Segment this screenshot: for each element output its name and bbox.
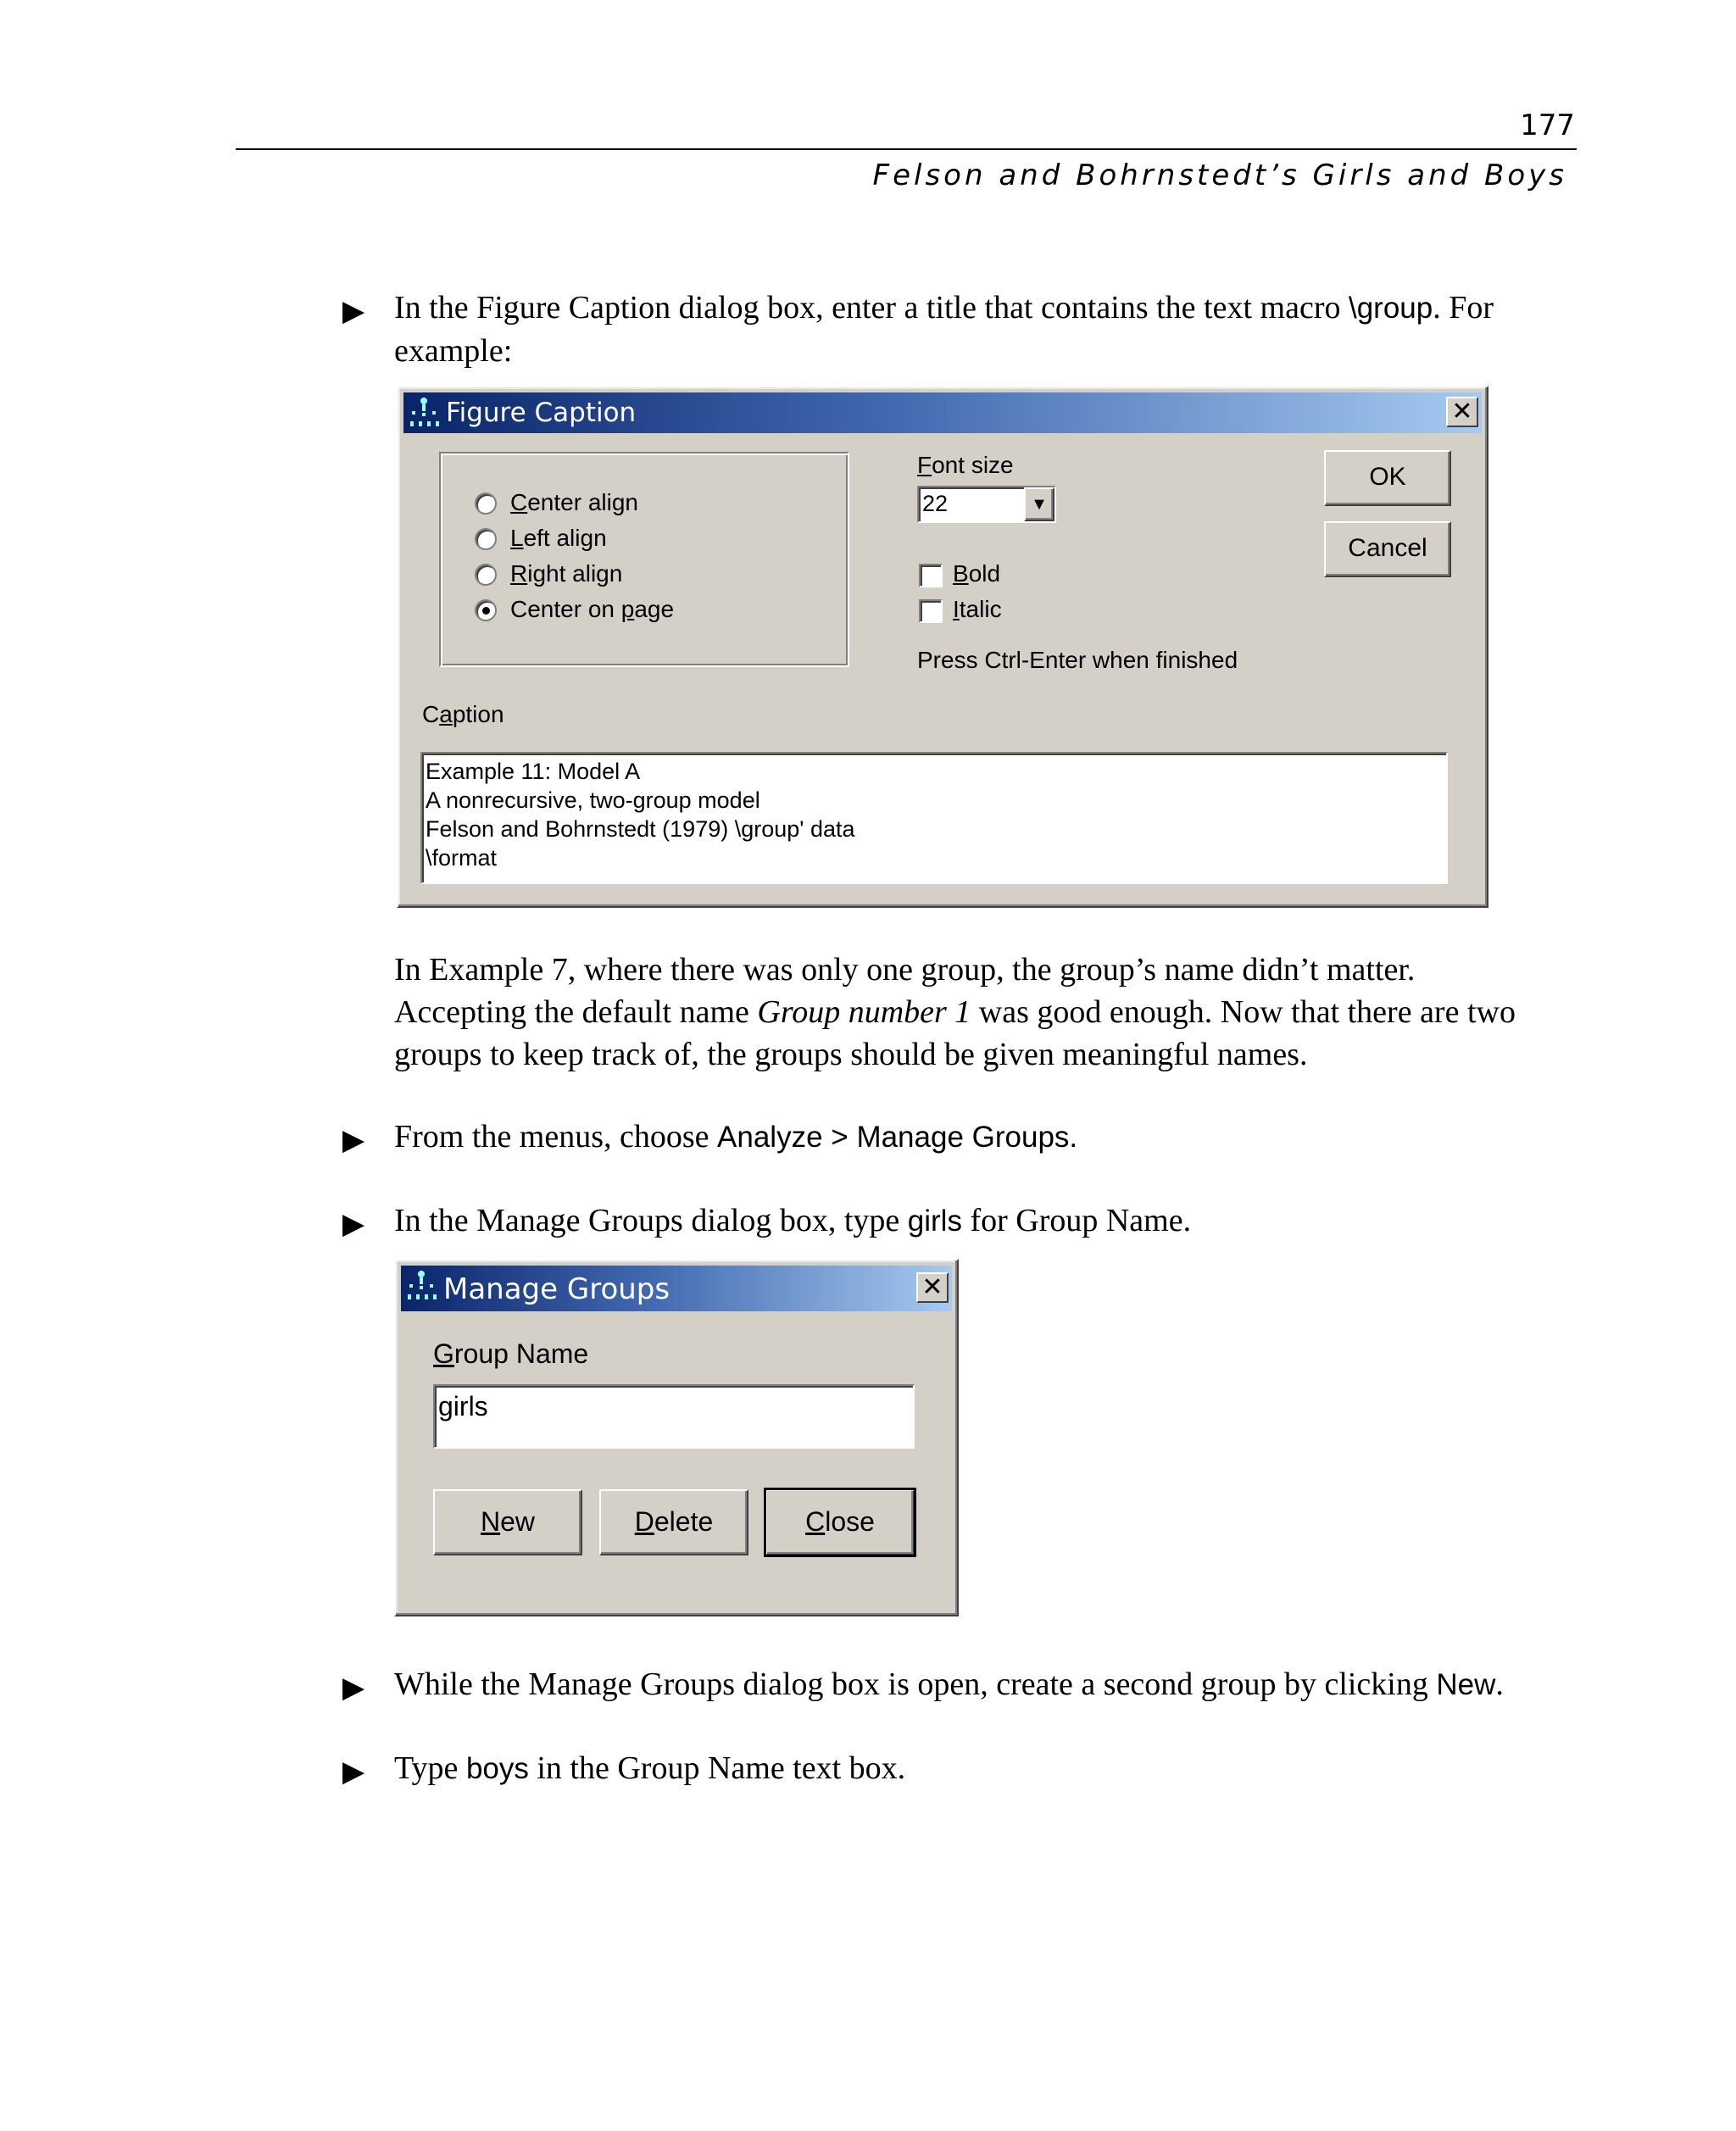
group-name-input[interactable] [433,1384,915,1449]
caption-line: \format [426,845,498,871]
radio-right-align[interactable] [475,564,497,586]
bullet-arrow-icon: ▶ [342,296,365,327]
cancel-button[interactable]: Cancel [1324,521,1451,577]
figure-caption-titlebar[interactable] [403,392,1482,433]
step-1-text: In the Figure Caption dialog box, enter a title that contains the text macro \group. For example: [394,290,1494,369]
paragraph-line-1: In Example 7, where there was only one group, the group’s name didn’t matter. [394,952,1416,988]
dialog-title: Manage Groups [443,1272,670,1306]
step-3-text: In the Manage Groups dialog box, type girls for Group Name. [394,1203,1192,1238]
running-title: Felson and Bohrnstedt’s Girls and Boys [872,159,1567,192]
italic-label[interactable]: Italic [953,596,1002,622]
figure-caption-dialog [397,386,1488,908]
alignment-groupbox [439,452,849,667]
step-2-text: From the menus, choose Analyze > Manage Groups. [394,1119,1078,1155]
close-icon[interactable]: ✕ [1446,397,1478,427]
bold-label[interactable]: Bold [953,560,1001,587]
label-center-align[interactable]: Center align [510,489,638,515]
italic-checkbox[interactable] [919,599,943,623]
font-size-label: Font size [917,452,1014,478]
step-4-text: While the Manage Groups dialog box is open, create a second group by clicking New. [394,1666,1504,1702]
explanatory-paragraph [394,949,1581,1076]
manage-groups-titlebar[interactable] [401,1266,952,1311]
close-icon[interactable]: ✕ [916,1272,949,1303]
header-rule [236,148,1577,150]
bullet-arrow-icon: ▶ [342,1125,365,1156]
manage-groups-dialog [394,1259,959,1616]
dialog-title: Figure Caption [446,398,637,428]
caption-line: Example 11: Model A [426,759,641,784]
page-number: 177 [1520,108,1575,142]
step-5-text: Type boys in the Group Name text box. [394,1750,906,1786]
font-size-select[interactable] [917,486,1056,523]
label-right-align[interactable]: Right align [510,560,623,587]
bullet-arrow-icon: ▶ [342,1209,365,1240]
ok-button[interactable]: OK [1324,450,1451,506]
amos-app-icon [406,1269,437,1303]
group-name-label: Group Name [433,1338,589,1369]
caption-line: A nonrecursive, two-group model [426,787,760,813]
caption-label: Caption [422,701,504,727]
font-size-value: 22 [922,491,949,516]
radio-center-on-page[interactable] [475,599,497,621]
bullet-arrow-icon: ▶ [342,1672,365,1704]
paragraph-line-3: groups to keep track of, the groups should be given meaningful names. [394,1037,1308,1072]
bullet-arrow-icon: ▶ [342,1756,365,1788]
paragraph-line-2: Accepting the default name Group number 1 was good enough. Now that there are two [394,994,1516,1030]
group-name-value: girls [438,1391,488,1422]
radio-left-align[interactable] [475,528,497,550]
label-left-align[interactable]: Left align [510,525,607,551]
label-center-on-page[interactable]: Center on page [510,596,675,622]
close-button[interactable]: Close [765,1489,915,1555]
caption-textarea[interactable] [420,752,1448,884]
new-button[interactable]: New [433,1489,582,1555]
amos-app-icon [409,396,439,430]
caption-line: Felson and Bohrnstedt (1979) \group' data [426,816,855,842]
ctrl-enter-hint: Press Ctrl-Enter when finished [917,647,1238,673]
delete-button[interactable]: Delete [599,1489,748,1555]
radio-center-align[interactable] [475,492,497,515]
chevron-down-icon[interactable]: ▼ [1024,487,1054,521]
bold-checkbox[interactable] [919,564,943,587]
